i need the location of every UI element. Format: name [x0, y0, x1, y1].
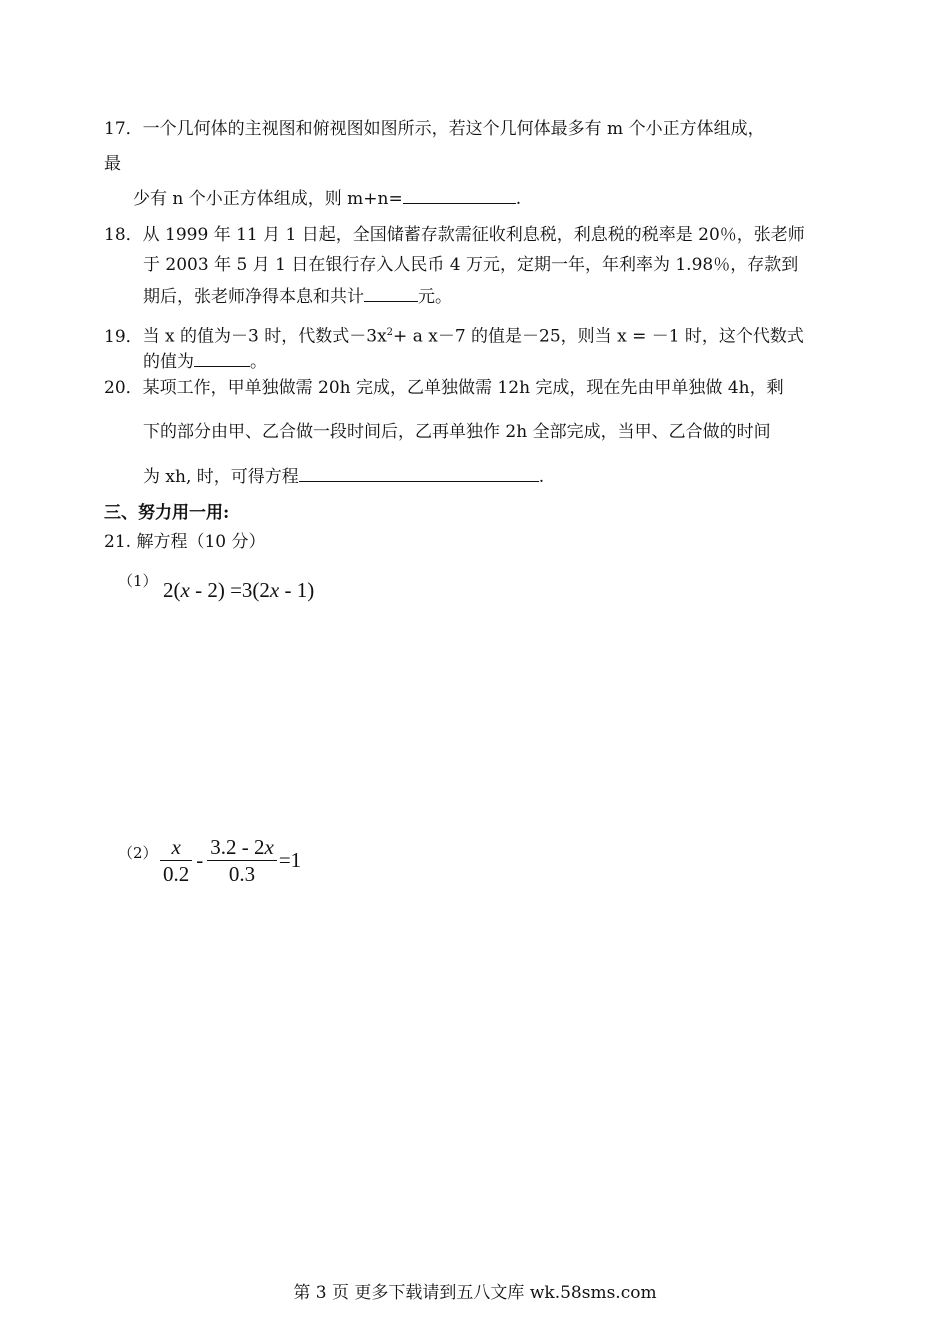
eq2-num-part: 3.2 - 2	[210, 835, 265, 859]
question-18-line-2: 于 2003 年 5 月 1 日在银行存入人民币 4 万元，定期一年，年利率为 1.98％，存款到	[143, 255, 799, 275]
minus-sign: -	[196, 848, 204, 872]
equation-1	[163, 578, 314, 603]
question-17-text-1: 一个几何体的主视图和俯视图如图所示，若这个几何体最多有 m 个小正方体组成，	[142, 119, 765, 139]
question-17-line-2: 最	[104, 154, 121, 174]
question-18-line-3	[143, 285, 452, 308]
answer-blank-20[interactable]	[299, 465, 539, 482]
eq1-part-b: - 2) =3(2	[189, 578, 270, 602]
question-19-text-2-end: 。	[250, 352, 267, 372]
section-3-heading: 三、努力用一用:	[104, 503, 230, 523]
equation-2	[160, 834, 305, 887]
eq1-var-x: x	[180, 578, 190, 602]
answer-blank-17[interactable]	[403, 187, 516, 204]
question-20-text-3-end: .	[538, 467, 545, 487]
eq1-part-a: 2(	[163, 578, 181, 602]
fraction-2-numerator	[207, 834, 277, 860]
question-20-number: 20．	[104, 378, 143, 398]
question-18-text-1: 从 1999 年 11 月 1 日起，全国储蓄存款需征收利息税，利息税的税率是 20％，张老师	[142, 225, 805, 245]
answer-blank-18[interactable]	[364, 285, 418, 302]
question-19-line-1	[104, 322, 804, 348]
fraction-2-denominator: 0.3	[228, 862, 256, 886]
question-20-line-2: 下的部分由甲、乙合做一段时间后，乙再单独作 2h 全部完成，当甲、乙合做的时间	[143, 422, 771, 442]
question-19-line-2	[143, 350, 267, 373]
eq1-part-c: - 1)	[279, 578, 315, 602]
question-17-number: 17．	[104, 119, 143, 139]
question-20-text-3: 为 xh, 时，可得方程	[143, 467, 299, 487]
exponent: 2	[386, 327, 394, 338]
question-18-text-3-end: 元。	[418, 287, 452, 307]
question-17-line-1	[104, 118, 765, 140]
fraction-2	[207, 834, 277, 887]
question-17-text-3: 少有 n 个小正方体组成，则 m+n=	[133, 189, 403, 209]
page-footer: 第 3 页 更多下载请到五八文库 wk.58sms.com	[293, 1283, 657, 1303]
question-18-text-3: 期后，张老师净得本息和共计	[143, 287, 364, 307]
question-19-text-1a: 当 x 的值为－3 时，代数式－3x	[142, 326, 387, 347]
eq2-var-x-2: x	[264, 835, 274, 859]
part-1-label: （1）	[118, 572, 158, 590]
equals-one: =1	[278, 848, 302, 872]
eq1-var-x-2: x	[269, 578, 280, 602]
question-17-line-3	[133, 187, 521, 210]
answer-blank-19[interactable]	[194, 350, 250, 367]
question-19-text-1b: + a x－7 的值是－25，则当 x = －1 时，这个代数式	[393, 326, 804, 347]
question-20-line-3	[143, 465, 544, 488]
eq2-var-x: x	[171, 835, 181, 859]
question-18-number: 18．	[104, 225, 143, 245]
part-2-label: （2）	[118, 844, 158, 862]
question-21-title: 21. 解方程（10 分）	[104, 532, 266, 552]
question-17-text-3-end: .	[515, 189, 522, 209]
fraction-1	[160, 834, 192, 887]
question-20-text-1: 某项工作，甲单独做需 20h 完成，乙单独做需 12h 完成，现在先由甲单独做 4h，剩	[142, 378, 784, 398]
question-19-number: 19．	[104, 326, 143, 347]
question-20-line-1	[104, 377, 784, 399]
fraction-1-numerator	[160, 834, 192, 860]
fraction-1-denominator: 0.2	[163, 862, 190, 886]
question-18-line-1	[104, 224, 805, 246]
question-19-text-2: 的值为	[143, 352, 194, 372]
